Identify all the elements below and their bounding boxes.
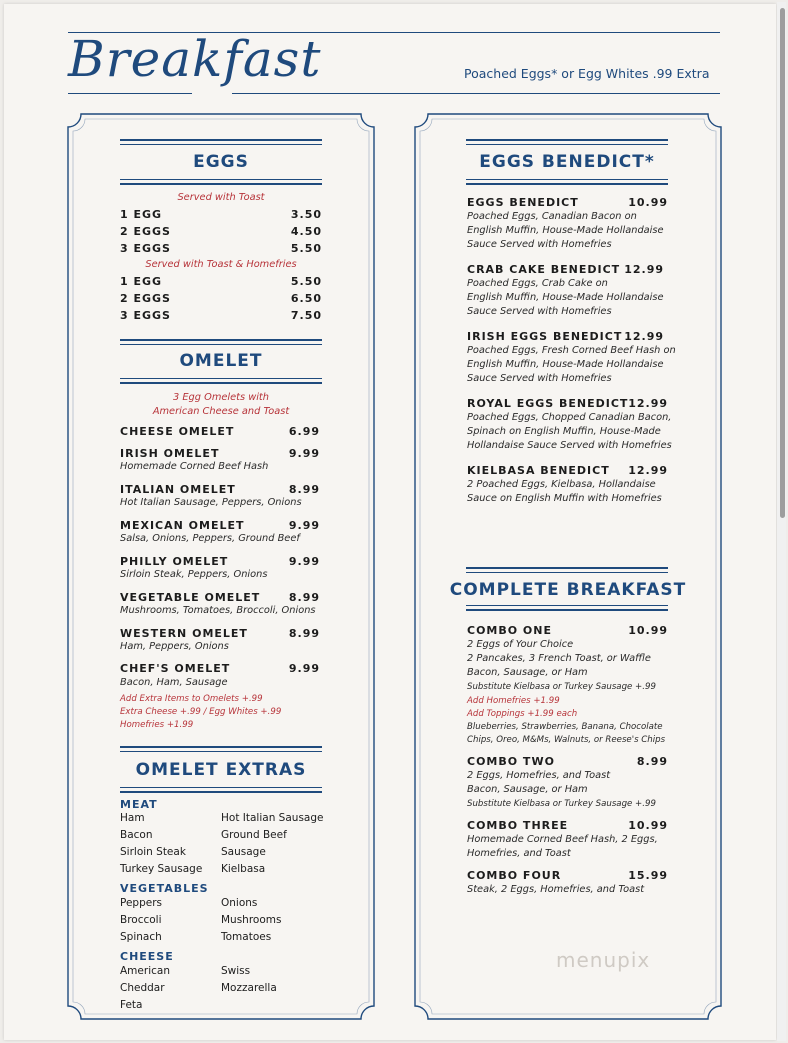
omelet-note-1: 3 Egg Omelets with bbox=[173, 392, 269, 403]
benedict-item-desc: 2 Poached Eggs, Kielbasa, Hollandaise bbox=[467, 479, 656, 490]
combo-name: COMBO TWO bbox=[467, 755, 555, 768]
omelet-item-name: PHILLY OMELET bbox=[120, 555, 229, 568]
combo-desc: Bacon, Sausage, or Ham bbox=[467, 667, 588, 678]
benedict-item-name: IRISH EGGS BENEDICT bbox=[467, 330, 623, 343]
extras-meat-item: Sirloin Steak bbox=[120, 846, 186, 858]
combo-name: COMBO THREE bbox=[467, 819, 569, 832]
omelet-item-price: 9.99 bbox=[288, 519, 320, 532]
extras-meat-item: Hot Italian Sausage bbox=[221, 812, 324, 824]
extras-meat-item: Ground Beef bbox=[221, 829, 287, 841]
benedict-item-desc: Hollandaise Sauce Served with Homefries bbox=[467, 440, 672, 451]
egg-item: 2 EGGS bbox=[120, 292, 171, 305]
extras-title: OMELET EXTRAS bbox=[135, 760, 307, 780]
eggs-note-toast: Served with Toast bbox=[177, 192, 265, 203]
benedict-item-name: EGGS BENEDICT bbox=[467, 196, 579, 209]
omelet-rule-bottom bbox=[120, 378, 322, 379]
combo-price: 15.99 bbox=[628, 869, 668, 882]
benedict-item-desc: Sauce Served with Homefries bbox=[467, 306, 612, 317]
watermark: menupix bbox=[556, 948, 651, 972]
omelet-item-desc: Mushrooms, Tomatoes, Broccoli, Onions bbox=[120, 605, 316, 616]
combo-desc: Homefries, and Toast bbox=[467, 848, 571, 859]
benedict-item-name: ROYAL EGGS BENEDICT bbox=[467, 397, 629, 410]
extras-meat-item: Sausage bbox=[221, 846, 266, 858]
eggs-rule-top bbox=[120, 139, 322, 141]
poached-eggs-note: Poached Eggs* or Egg Whites .99 Extra bbox=[464, 66, 710, 81]
complete-title: COMPLETE BREAKFAST bbox=[449, 580, 687, 600]
extras-rule-top bbox=[120, 746, 322, 748]
eggs-rule-top2 bbox=[120, 144, 322, 145]
extras-cheese-item: Cheddar bbox=[120, 982, 165, 994]
eggs-rule-bottom bbox=[120, 179, 322, 180]
omelet-item-name: CHEESE OMELET bbox=[120, 425, 235, 438]
benedict-item-price: 12.99 bbox=[628, 397, 668, 410]
extras-cheese-item: Feta bbox=[120, 999, 143, 1011]
benedict-item-desc: English Muffin, House-Made Hollandaise bbox=[467, 292, 664, 303]
omelet-item-desc: Sirloin Steak, Peppers, Onions bbox=[120, 569, 268, 580]
combo-name: COMBO FOUR bbox=[467, 869, 562, 882]
egg-price: 7.50 bbox=[290, 309, 322, 322]
omelet-item-name: IRISH OMELET bbox=[120, 447, 220, 460]
benedict-item-name: KIELBASA BENEDICT bbox=[467, 464, 610, 477]
extras-meat-label: MEAT bbox=[120, 798, 158, 811]
egg-price: 4.50 bbox=[290, 225, 322, 238]
eggs-rule-bottom2 bbox=[120, 183, 322, 185]
extras-rule-bottom2 bbox=[120, 791, 322, 793]
combo-price: 10.99 bbox=[628, 624, 668, 637]
extras-veg-item: Tomatoes bbox=[221, 931, 272, 943]
benedict-rule-top bbox=[466, 139, 668, 141]
benedict-item-price: 10.99 bbox=[628, 196, 668, 209]
eggs-note-homefries: Served with Toast & Homefries bbox=[145, 259, 297, 270]
combo-desc: 2 Pancakes, 3 French Toast, or Waffle bbox=[467, 653, 651, 664]
omelet-item-price: 9.99 bbox=[288, 662, 320, 675]
complete-rule-top bbox=[466, 567, 668, 569]
combo-price: 10.99 bbox=[628, 819, 668, 832]
extras-meat-item: Bacon bbox=[120, 829, 153, 841]
extras-cheese-label: CHEESE bbox=[120, 950, 174, 963]
benedict-item-desc: Poached Eggs, Chopped Canadian Bacon, bbox=[467, 412, 672, 423]
omelet-title: OMELET bbox=[179, 351, 263, 371]
egg-item: 1 EGG bbox=[120, 275, 163, 288]
omelet-item-price: 8.99 bbox=[288, 483, 320, 496]
extras-meat-item: Turkey Sausage bbox=[120, 863, 203, 875]
combo-desc: Homemade Corned Beef Hash, 2 Eggs, bbox=[467, 834, 658, 845]
extras-veg-item: Spinach bbox=[120, 931, 162, 943]
omelet-note-2: American Cheese and Toast bbox=[152, 406, 290, 417]
benedict-item-price: 12.99 bbox=[628, 464, 668, 477]
extras-veg-item: Mushrooms bbox=[221, 914, 282, 926]
omelet-rule-top2 bbox=[120, 344, 322, 345]
extras-veg-label: VEGETABLES bbox=[120, 882, 209, 895]
omelet-item-desc: Salsa, Onions, Peppers, Ground Beef bbox=[120, 533, 300, 544]
benedict-item-desc: Poached Eggs, Crab Cake on bbox=[467, 278, 608, 289]
combo-name: COMBO ONE bbox=[467, 624, 553, 637]
complete-rule-top2 bbox=[466, 572, 668, 573]
combo-sub: Substitute Kielbasa or Turkey Sausage +.99 bbox=[467, 799, 656, 809]
benedict-item-desc: Sauce Served with Homefries bbox=[467, 239, 612, 250]
egg-price: 6.50 bbox=[290, 292, 322, 305]
benedict-item-desc: English Muffin, House-Made Hollandaise bbox=[467, 359, 664, 370]
egg-item: 3 EGGS bbox=[120, 242, 171, 255]
omelet-rule-bottom2 bbox=[120, 382, 322, 384]
eggs-title: EGGS bbox=[193, 152, 249, 172]
benedict-item-desc: Sauce Served with Homefries bbox=[467, 373, 612, 384]
combo-toppings: Blueberries, Strawberries, Banana, Chocolate bbox=[467, 722, 663, 732]
omelet-item-name: ITALIAN OMELET bbox=[120, 483, 236, 496]
benedict-item-desc: Spinach on English Muffin, House-Made bbox=[467, 426, 661, 437]
extras-veg-item: Peppers bbox=[120, 897, 162, 909]
omelet-item-price: 9.99 bbox=[288, 555, 320, 568]
extras-cheese-item: American bbox=[120, 965, 170, 977]
egg-price: 5.50 bbox=[290, 242, 322, 255]
omelet-item-price: 8.99 bbox=[288, 591, 320, 604]
extras-cheese-item: Mozzarella bbox=[221, 982, 277, 994]
omelet-item-price: 6.99 bbox=[288, 425, 320, 438]
benedict-item-name: CRAB CAKE BENEDICT bbox=[467, 263, 621, 276]
combo-sub: Substitute Kielbasa or Turkey Sausage +.99 bbox=[467, 682, 656, 692]
benedict-item-price: 12.99 bbox=[624, 263, 664, 276]
omelet-item-name: VEGETABLE OMELET bbox=[120, 591, 261, 604]
benedict-title: EGGS BENEDICT* bbox=[479, 152, 655, 172]
egg-item: 2 EGGS bbox=[120, 225, 171, 238]
benedict-rule-bottom2 bbox=[466, 183, 668, 185]
omelet-item-desc: Hot Italian Sausage, Peppers, Onions bbox=[120, 497, 302, 508]
omelet-rule-top bbox=[120, 339, 322, 341]
combo-desc: Bacon, Sausage, or Ham bbox=[467, 784, 588, 795]
omelet-extra-note-1: Add Extra Items to Omelets +.99 bbox=[120, 694, 263, 704]
extras-veg-item: Broccoli bbox=[120, 914, 162, 926]
benedict-item-desc: Sauce on English Muffin with Homefries bbox=[467, 493, 662, 504]
header-bottom-rule-right bbox=[232, 93, 720, 94]
omelet-item-name: CHEF'S OMELET bbox=[120, 662, 231, 675]
combo-add-homefries: Add Homefries +1.99 bbox=[467, 696, 560, 706]
extras-rule-bottom bbox=[120, 787, 322, 788]
combo-desc: 2 Eggs of Your Choice bbox=[467, 639, 574, 650]
benedict-item-desc: Poached Eggs, Fresh Corned Beef Hash on bbox=[467, 345, 676, 356]
egg-price: 3.50 bbox=[290, 208, 322, 221]
benedict-rule-top2 bbox=[466, 144, 668, 145]
combo-toppings: Chips, Oreo, M&Ms, Walnuts, or Reese's Chips bbox=[467, 735, 666, 745]
omelet-item-name: MEXICAN OMELET bbox=[120, 519, 245, 532]
benedict-item-desc: English Muffin, House-Made Hollandaise bbox=[467, 225, 664, 236]
combo-desc: Steak, 2 Eggs, Homefries, and Toast bbox=[467, 884, 645, 895]
omelet-extra-note-3: Homefries +1.99 bbox=[120, 720, 194, 730]
omelet-item-name: WESTERN OMELET bbox=[120, 627, 248, 640]
extras-meat-item: Kielbasa bbox=[221, 863, 266, 875]
extras-cheese-item: Swiss bbox=[221, 965, 251, 977]
egg-item: 1 EGG bbox=[120, 208, 163, 221]
omelet-extra-note-2: Extra Cheese +.99 / Egg Whites +.99 bbox=[120, 707, 282, 717]
omelet-item-desc: Homemade Corned Beef Hash bbox=[120, 461, 269, 472]
extras-rule-top2 bbox=[120, 751, 322, 752]
complete-rule-bottom bbox=[466, 605, 668, 606]
benedict-rule-bottom bbox=[466, 179, 668, 180]
combo-price: 8.99 bbox=[636, 755, 668, 768]
egg-price: 5.50 bbox=[290, 275, 322, 288]
extras-veg-item: Onions bbox=[221, 897, 258, 909]
extras-meat-item: Ham bbox=[120, 812, 145, 824]
complete-rule-bottom2 bbox=[466, 609, 668, 611]
benedict-item-desc: Poached Eggs, Canadian Bacon on bbox=[467, 211, 637, 222]
omelet-item-price: 9.99 bbox=[288, 447, 320, 460]
page-title: Breakfast bbox=[68, 30, 322, 88]
omelet-item-desc: Bacon, Ham, Sausage bbox=[120, 677, 228, 688]
omelet-item-desc: Ham, Peppers, Onions bbox=[120, 641, 229, 652]
combo-desc: 2 Eggs, Homefries, and Toast bbox=[467, 770, 611, 781]
omelet-item-price: 8.99 bbox=[288, 627, 320, 640]
combo-add-toppings: Add Toppings +1.99 each bbox=[467, 709, 578, 719]
header-bottom-rule-left bbox=[68, 93, 192, 94]
benedict-item-price: 12.99 bbox=[624, 330, 664, 343]
egg-item: 3 EGGS bbox=[120, 309, 171, 322]
scrollbar-thumb[interactable] bbox=[780, 8, 785, 518]
